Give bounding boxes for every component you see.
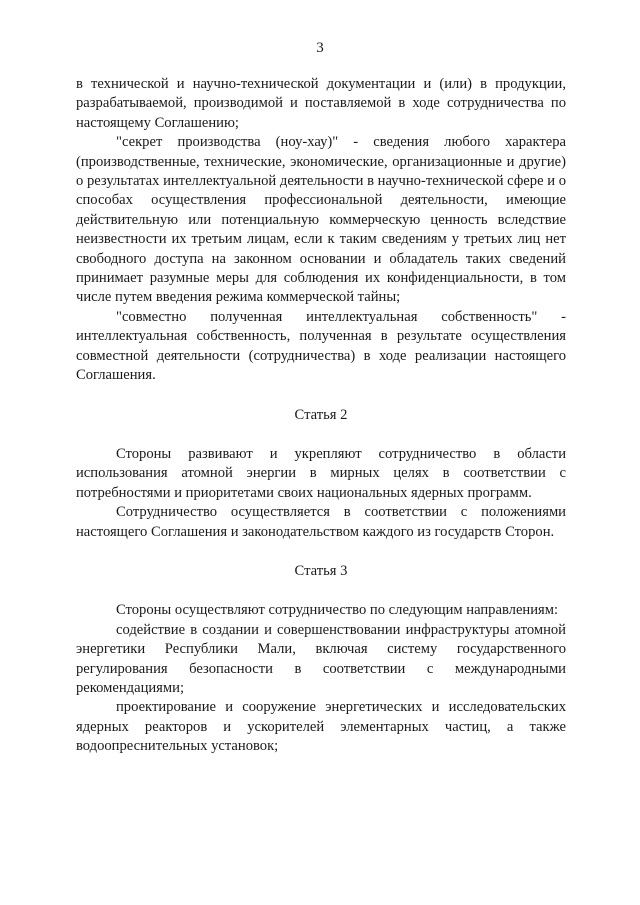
article-3-paragraph-2: содействие в создании и совершенствовании инфраструктуры атомной энергетики Республики Мали, включая систему государственного регулирования безопасности в соответствии с международными рекомендациями; [76,621,566,696]
article-2-paragraph-2: Сотрудничество осуществляется в соответствии с положениями настоящего Соглашения и законодательством каждого из государств Сторон. [76,504,566,540]
definition-know-how: "секрет производства (ноу-хау)" - сведения любого характера (производственные, технические, экономические, организационные и другие) о результатах интеллектуальной деятельности в научно-технической сфере и о способах осуществления профессиональной деятельности, имеющие действительную или потенциальную коммерческую ценность вследствие неизвестности их третьим лицам, если к таким сведениям у третьих лиц нет свободного доступа на законном основании и обладатель таких сведений принимает разумные меры для соблюдения их конфиденциальности, в том числе путем введения режима коммерческой тайны; [76,134,566,306]
definition-joint-ip: "совместно полученная интеллектуальная собственность" - интеллектуальная собственность, полученная в результате осуществления совместной деятельности (сотрудничества) в ходе реализации настоящего Соглашения. [76,308,566,384]
article-3-paragraph-3: проектирование и сооружение энергетических и исследовательских ядерных реакторов и ускорителей элементарных частиц, а также водоопреснительных установок; [76,699,566,755]
document-body [76,75,566,757]
intro-paragraph-continuation: в технической и научно-технической документации и (или) в продукции, разрабатываемой, производимой и поставляемой в ходе сотрудничества по настоящему Соглашению; [76,76,566,131]
article-3-paragraph-1: Стороны осуществляют сотрудничество по следующим направлениям: [116,602,559,619]
article-2-heading: Статья 2 [294,406,348,423]
page-number: 3 [316,40,324,56]
article-2-paragraph-1: Стороны развивают и укрепляют сотрудничество в области использования атомной энергии в мирных целях в соответствии с потребностями и приоритетами своих национальных ядерных программ. [76,445,566,501]
article-3-heading: Статья 3 [294,562,348,579]
